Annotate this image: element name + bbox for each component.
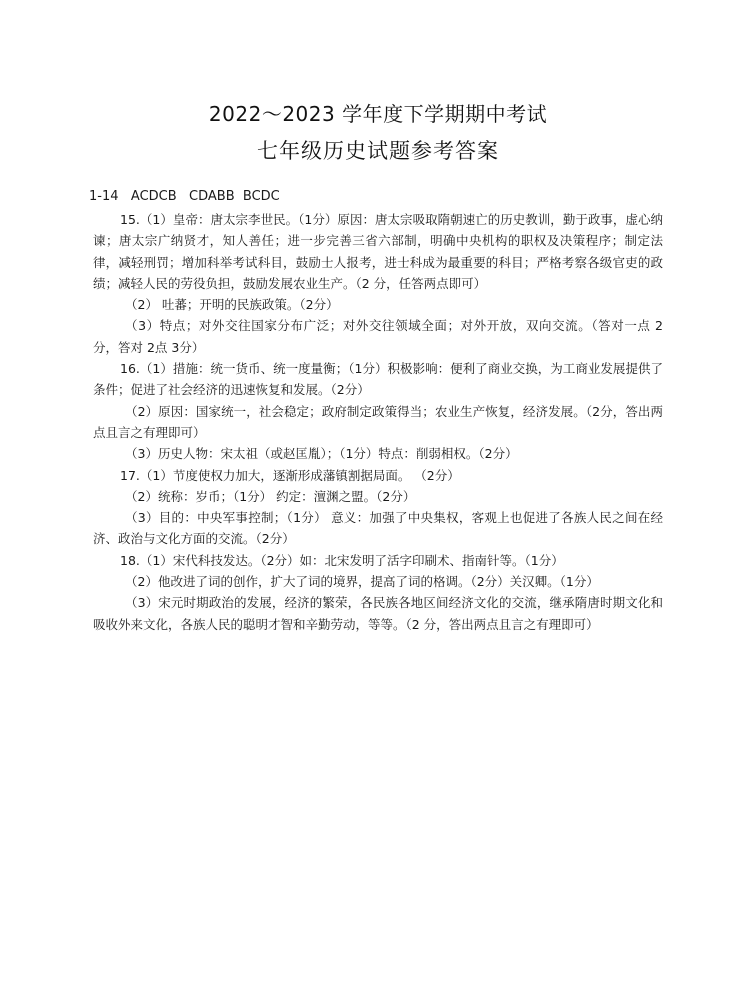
answer-body [93,209,663,635]
answer-16-1: 16.（1）措施：统一货币、统一度量衡；（1分）积极影响：便利了商业交换，为工商业发展提供了条件；促进了社会经济的迅速恢复和发展。（2分） [93,361,663,398]
answer-18-1: 18.（1）宋代科技发达。（2分）如：北宋发明了活字印刷术、指南针等。（1分） [120,552,564,568]
answer-16-3: （3）历史人物：宋太祖（或赵匡胤）；（1分）特点：削弱相权。（2分） [125,446,518,462]
answer-15-1: 15.（1）皇帝：唐太宗李世民。（1分）原因：唐太宗吸取隋朝速亡的历史教训，勤于政事，虚心纳谏；唐太宗广纳贤才，知人善任；进一步完善三省六部制，明确中央机构的职权及决策程序；制定法律，减轻刑罚；增加科举考试科目，鼓励士人报考，进士科成为最重要的科目；严格考察各级官吏的政绩；减轻人民的劳役负担，鼓励发展农业生产。（2 分，任答两点即可） [93,212,663,291]
exam-subtitle: 七年级历史试题参考答案 [257,139,499,163]
answer-18-2: （2）他改进了词的创作，扩大了词的境界，提高了词的格调。（2分）关汉卿。（1分） [125,574,599,590]
answer-15-2: （2） 吐蕃；开明的民族政策。（2分） [125,297,339,313]
answer-17-3: （3）目的：中央军事控制；（1分） 意义：加强了中央集权，客观上也促进了各族人民之间在经济、政治与文化方面的交流。（2分） [93,510,663,547]
answer-18-3: （3）宋元时期政治的发展，经济的繁荣，各民族各地区间经济文化的交流，继承隋唐时期文化和吸收外来文化，各族人民的聪明才智和辛勤劳动，等等。（2 分，答出两点且言之有理即可） [93,595,663,632]
answer-16-2: （2）原因：国家统一，社会稳定；政府制定政策得当；农业生产恢复，经济发展。（2分，答出两点且言之有理即可） [93,403,663,440]
answer-15-3: （3）特点；对外交往国家分布广泛；对外交往领域全面；对外开放，双向交流。（答对一点 2分，答对 2点 3分） [93,318,663,355]
exam-title: 2022～2023 学年度下学期期中考试 [208,102,548,126]
multiple-choice-answers: 1-14 ACDCB CDABB BCDC [89,189,280,204]
answer-17-2: （2）统称：岁币；（1分） 约定：澶渊之盟。（2分） [125,488,416,504]
answer-17-1: 17.（1）节度使权力加大，逐渐形成藩镇割据局面。 （2分） [120,467,460,483]
